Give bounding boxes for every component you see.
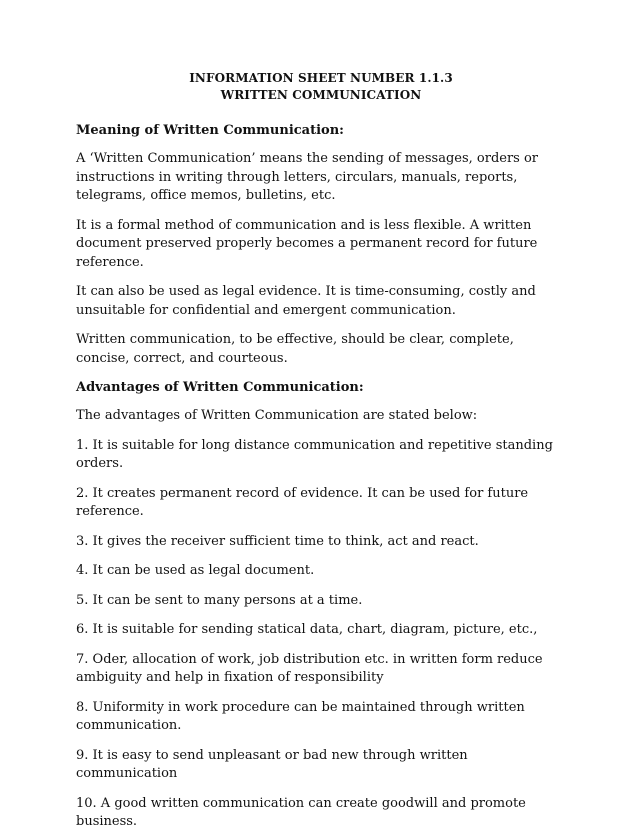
advantage-item: 6. It is suitable for sending statical data, chart, diagram, picture, etc., [76,622,538,637]
advantages-intro: The advantages of Written Communication are stated below: [76,408,478,423]
advantage-item: 10. A good written communication can create goodwill and promote business. [76,795,526,829]
heading-line-2: WRITTEN COMMUNICATION [220,88,422,102]
advantage-item: 1. It is suitable for long distance communication and repetitive standing orders. [76,437,553,471]
meaning-section-title: Meaning of Written Communication: [76,123,344,138]
advantage-item: 3. It gives the receiver sufficient time to think, act and react. [76,533,479,549]
meaning-paragraph: It can also be used as legal evidence. It is time-consuming, costly and unsuitable for confidential and emergent communication. [76,284,536,318]
advantages-section-title: Advantages of Written Communication: [76,380,364,395]
advantage-item: 7. Oder, allocation of work, job distribution etc. in written form reduce ambiguity and help in fixation of responsibility [76,651,543,685]
advantage-item: 2. It creates permanent record of evidence. It can be used for future reference. [76,485,529,519]
document-page [76,70,566,832]
meaning-paragraph: A ‘Written Communication’ means the sending of messages, orders or instructions in writing through letters, circulars, manuals, reports, telegrams, office memos, bulletins, etc. [76,151,539,203]
advantage-item: 4. It can be used as legal document. [76,563,315,578]
meaning-paragraph: Written communication, to be effective, should be clear, complete, concise, correct, and courteous. [76,332,514,366]
advantage-item: 5. It can be sent to many persons at a time. [76,592,363,608]
document-heading [76,70,566,104]
advantage-item: 8. Uniformity in work procedure can be maintained through written communication. [76,699,525,733]
meaning-paragraph: It is a formal method of communication and is less flexible. A written document preserved properly becomes a permanent record for future reference. [76,217,538,270]
heading-line-1: INFORMATION SHEET NUMBER 1.1.3 [189,71,453,85]
advantage-item: 9. It is easy to send unpleasant or bad new through written communication [76,747,468,781]
